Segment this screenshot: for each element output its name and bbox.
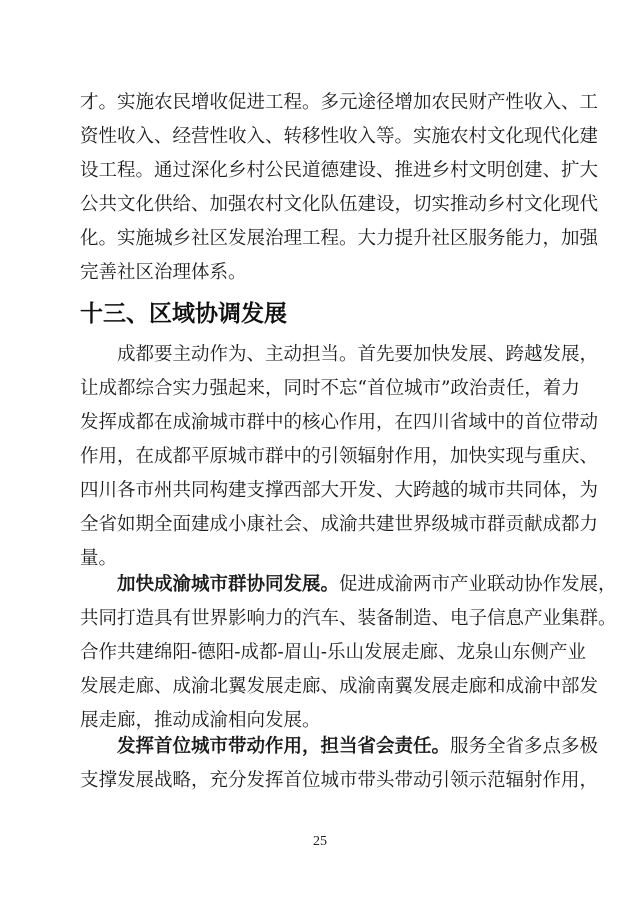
- paragraph-capital-city: [80, 730, 599, 798]
- text-line: 四川各市州共同构建支撑西部大开发、大跨越的城市共同体，为: [80, 480, 599, 501]
- section-heading: 十三、区域协调发展: [80, 301, 287, 327]
- text-line: 展走廊，推动成渝相向发展。: [80, 710, 321, 731]
- text-line: 资性收入、经营性收入、转移性收入等。实施农村文化现代化建: [80, 126, 599, 147]
- text-line: [80, 568, 617, 602]
- paragraph-chengdu-role: [80, 338, 599, 576]
- text-line: 发展走廊、成渝北翼发展走廊、成渝南翼发展走廊和成渝中部发: [80, 676, 599, 697]
- paragraph-lead: 发挥首位城市带动作用，担当省会责任。: [117, 736, 451, 757]
- paragraph-lead: 加快成渝城市群协同发展。: [117, 574, 340, 595]
- text-line: 发挥成都在成渝城市群中的核心作用，在四川省域中的首位带动: [80, 412, 599, 433]
- text-line: 量。: [80, 548, 118, 569]
- text-line: 作用，在成都平原城市群中的引领辐射作用，加快实现与重庆、: [80, 446, 599, 467]
- paragraph-rural-projects: [80, 86, 599, 290]
- paragraph-chengyu-cluster: [80, 568, 617, 738]
- text-line: 完善社区治理体系。: [80, 262, 247, 283]
- text-line: 支撑发展战略，充分发挥首位城市带头带动引领示范辐射作用，: [80, 770, 599, 791]
- text-line: 才。实施农民增收促进工程。多元途径增加农民财产性收入、工: [80, 92, 599, 113]
- text-line: [80, 730, 599, 764]
- text-line: 共同打造具有世界影响力的汽车、装备制造、电子信息产业集群。: [80, 608, 617, 629]
- page-number: 25: [313, 834, 327, 849]
- text-line: 设工程。通过深化乡村公民道德建设、推进乡村文明创建、扩大: [80, 160, 599, 181]
- text-line: 全省如期全面建成小康社会、成渝共建世界级城市群贡献成都力: [80, 514, 599, 535]
- text-line: 公共文化供给、加强农村文化队伍建设，切实推动乡村文化现代: [80, 194, 599, 215]
- text-line: 成都要主动作为、主动担当。首先要加快发展、跨越发展，: [117, 344, 599, 365]
- text-run: 服务全省多点多极: [450, 736, 599, 757]
- text-run: 促进成渝两市产业联动协作发展，: [339, 574, 617, 595]
- text-line: 让成都综合实力强起来，同时不忘“首位城市”政治责任，着力: [80, 378, 580, 399]
- text-line: 合作共建绵阳-德阳-成都-眉山-乐山发展走廊、龙泉山东侧产业: [80, 642, 587, 663]
- text-line: 化。实施城乡社区发展治理工程。大力提升社区服务能力，加强: [80, 228, 599, 249]
